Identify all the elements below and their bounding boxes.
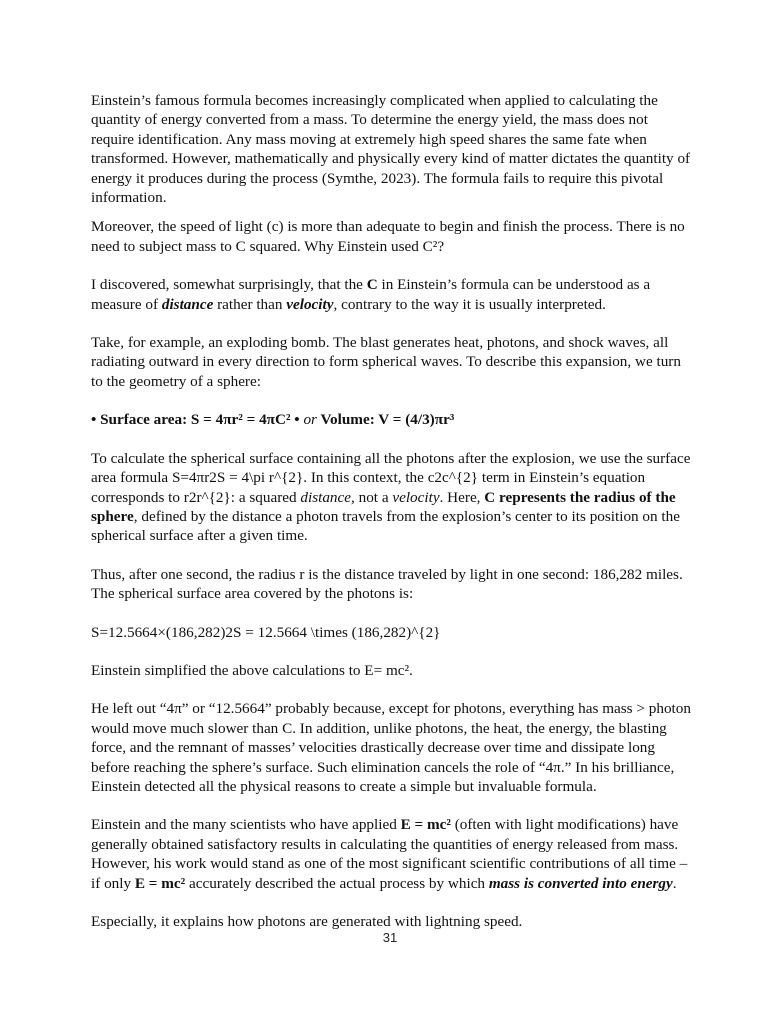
- paragraph-spherical-surface: [91, 449, 691, 546]
- emphasis-distance: distance,: [300, 488, 355, 506]
- paragraph-discovery: [91, 275, 691, 314]
- paragraph-scientists-applied: [91, 815, 691, 893]
- paragraph-left-out-4pi: He left out “4π” or “12.5664” probably because, except for photons, everything has mass > photon would move much slower than C. In addition, unlike photons, the heat, the energy, the blasting force, and the remnant of masses’ velocities drastically decrease over time and dissipate long before reaching the sphere’s surface. Such elimination cancels the role of “4π.” In his brilliance, Einstein detected all the physical reasons to create a simple but invaluable formula.: [91, 700, 691, 795]
- paragraph-photons-generated: Especially, it explains how photons are generated with lightning speed.: [91, 913, 523, 930]
- emphasis-velocity: velocity: [286, 295, 334, 313]
- paragraph-simplified: Einstein simplified the above calculations to E= mc².: [91, 661, 413, 679]
- paragraph-formula-complication: Einstein’s famous formula becomes increasingly complicated when applied to calculating the quantity of energy converted from a mass. To determine the energy yield, the mass does not require identification. Any mass moving at extremely high speed shares the same fate when transformed. However, mathematically and physically every kind of matter dictates the quantity of energy it produces during the process (Symthe, 2023). The formula fails to require this pivotal information.: [91, 92, 691, 207]
- text-run: not a: [354, 488, 393, 506]
- text-run: accurately described the actual process by which: [185, 874, 489, 892]
- formula-bullet: [91, 410, 691, 429]
- page-number: 31: [382, 930, 398, 945]
- equation-surface-area: S=12.5664×(186,282)2S = 12.5664 \times (186,282)^{2}: [91, 623, 441, 641]
- emphasis-velocity: velocity: [392, 488, 440, 506]
- or-connector: or: [303, 411, 317, 429]
- surface-area-formula: • Surface area: S = 4πr² = 4πC² •: [91, 411, 304, 429]
- text-run: , defined by the distance a photon travels from the explosion’s center to its position on the spherical surface after a given time.: [91, 507, 680, 545]
- page-body: [91, 91, 691, 931]
- bold-radius-statement: C represents the radius of the sphere: [91, 488, 676, 525]
- bold-emc2: E = mc²: [400, 816, 451, 834]
- paragraph-exploding-bomb: Take, for example, an exploding bomb. The blast generates heat, photons, and shock waves, all radiating outward in every direction to form spherical waves. To describe this expansion, we turn to the geometry of a sphere:: [91, 334, 681, 390]
- paragraph-speed-of-light: Moreover, the speed of light (c) is more than adequate to begin and finish the process. There is no need to subject mass to C squared. Why Einstein used C²?: [91, 218, 685, 255]
- paragraph-one-second: Thus, after one second, the radius r is the distance traveled by light in one second: 186,282 miles. The spherical surface area covered by the photons is:: [91, 565, 683, 603]
- volume-formula: Volume: V = (4/3)πr³: [316, 411, 455, 429]
- text-run: I discovered, somewhat surprisingly, that the: [91, 276, 367, 294]
- text-run: . Here,: [439, 488, 485, 506]
- text-run: (often with light modifications) have generally obtained satisfactory results in calculating the quantities of energy released from mass. However, his work would stand as one of the most significant scientific contributions of all time – if only: [91, 816, 688, 892]
- emphasis-mass-converted: mass is converted into energy: [488, 874, 673, 892]
- bold-emc2: E = mc²: [134, 874, 186, 892]
- text-run: .: [672, 874, 677, 892]
- bold-c: C: [366, 276, 378, 294]
- text-run: To calculate the spherical surface containing all the photons after the explosion, we use the surface area formula S=4πr2S = 4\pi r^{2}. In this context, the c2c^{2} term in Einstein’s equation corresponds to r2r^{2}: a squared: [91, 449, 691, 506]
- text-run: in Einstein’s formula can be understood as a measure of: [91, 276, 651, 313]
- text-run: , contrary to the way it is usually interpreted.: [333, 295, 606, 313]
- text-run: Einstein and the many scientists who have applied: [91, 816, 401, 834]
- emphasis-distance: distance: [161, 295, 214, 313]
- text-run: rather than: [213, 295, 287, 313]
